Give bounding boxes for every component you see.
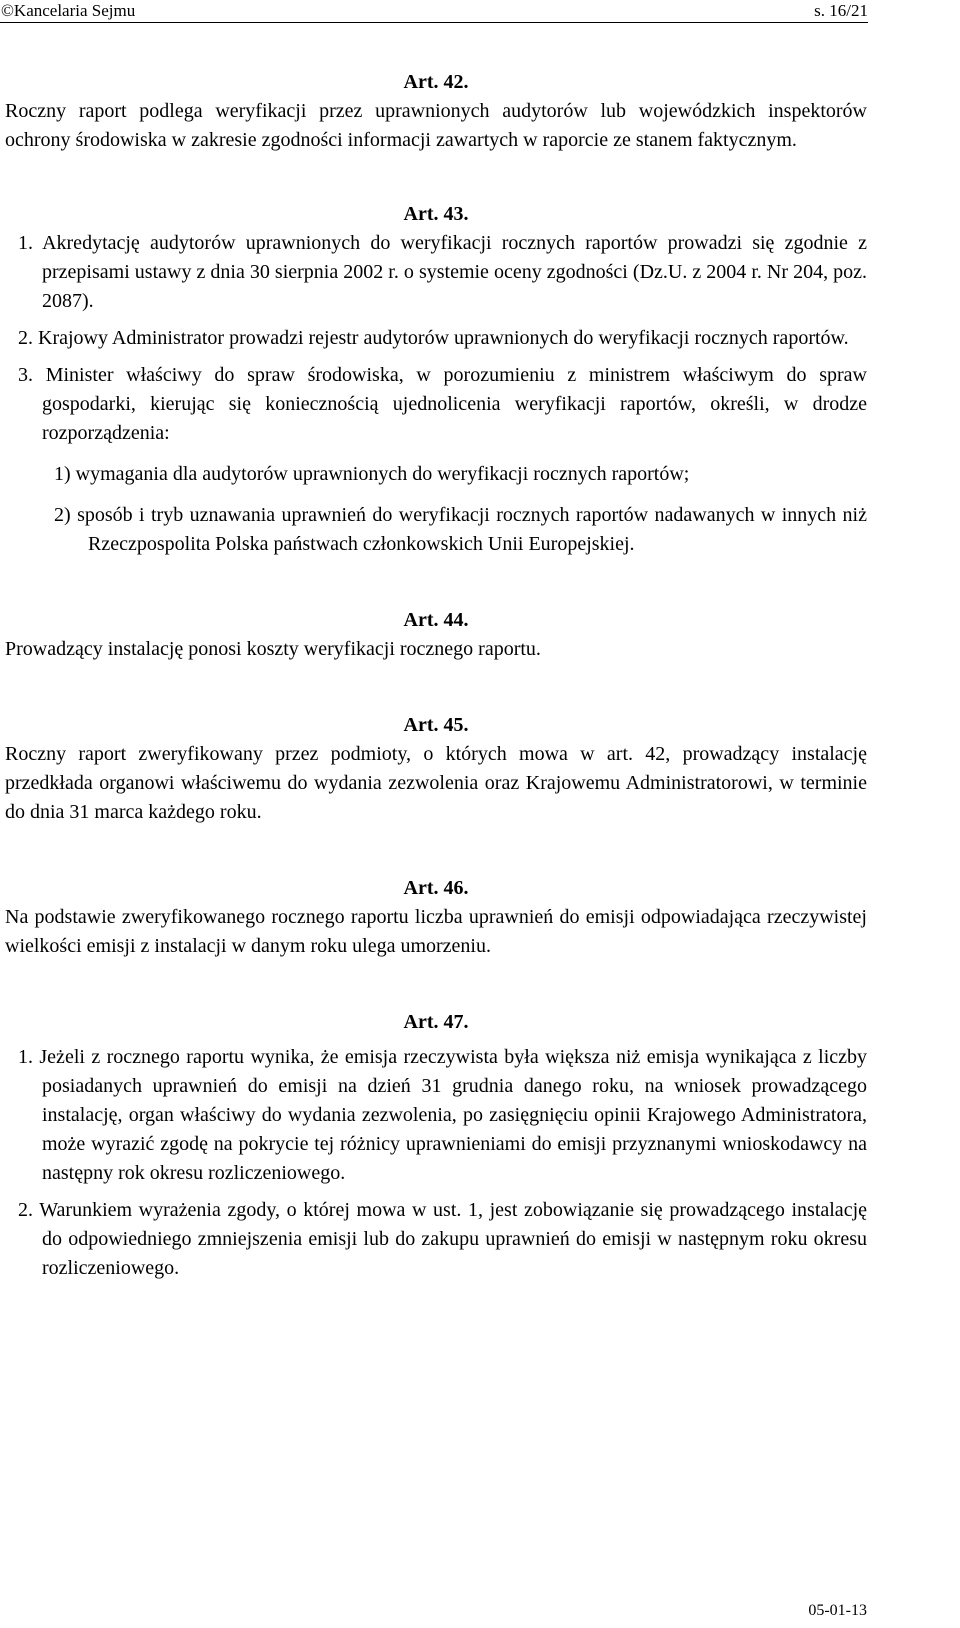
article-item: 2. Warunkiem wyrażenia zgody, o której mowa w ust. 1, jest zobowiązanie się prowadzącego instalację do odpowiedniego zmniejszenia emisji lub do zakupu uprawnień do emisji w następnym roku okresu rozliczeniowego. (18, 1199, 867, 1279)
footer-date: 05-01-13 (808, 1602, 867, 1619)
article-subitem: 1) wymagania dla audytorów uprawnionych do weryfikacji rocznych raportów; (54, 463, 690, 485)
spacer (5, 155, 867, 200)
spacer (5, 961, 867, 1008)
article-title: Art. 43. (403, 203, 469, 225)
header-page-number: s. 16/21 (814, 1, 868, 20)
article-title: Art. 45. (403, 714, 469, 736)
article-paragraph: Na podstawie zweryfikowanego rocznego raportu liczba uprawnień do emisji odpowiadająca rzeczywistej wielkości emisji z instalacji w danym roku ulega umorzeniu. (5, 906, 867, 957)
article-title: Art. 42. (403, 71, 469, 93)
article-46 (5, 874, 867, 961)
article-42 (5, 68, 867, 155)
spacer (5, 448, 867, 460)
article-title: Art. 47. (403, 1011, 469, 1033)
article-item: 1. Jeżeli z rocznego raportu wynika, że emisja rzeczywista była większa niż emisja wynikająca z liczby posiadanych uprawnień do emisji na dzień 31 grudnia danego roku, na wniosek prowadzącego instalację, organ właściwy do wydania zezwolenia, po zasięgnięciu opinii Krajowego Administratora, może wyrazić zgodę na pokrycie tej różnicy uprawnieniami do emisji przyznanymi wnioskodawcy na następny rok okresu rozliczeniowego. (18, 1046, 867, 1184)
header-publisher: ©Kancelaria Sejmu (1, 1, 136, 20)
document-body (5, 68, 867, 1283)
article-43 (5, 200, 867, 559)
article-45 (5, 711, 867, 827)
header-divider (0, 22, 868, 23)
spacer (5, 664, 867, 711)
spacer (5, 827, 867, 874)
spacer (5, 559, 867, 606)
article-paragraph: Prowadzący instalację ponosi koszty weryfikacji rocznego raportu. (5, 638, 541, 660)
article-item: 1. Akredytację audytorów uprawnionych do weryfikacji rocznych raportów prowadzi się zgodnie z przepisami ustawy z dnia 30 sierpnia 2002 r. o systemie oceny zgodności (Dz.U. z 2004 r. Nr 204, poz. 2087). (18, 232, 867, 312)
article-subitem: 2) sposób i tryb uznawania uprawnień do weryfikacji rocznych raportów nadawanych w innych niż Rzeczpospolita Polska państwach członkowskich Unii Europejskiej. (54, 504, 867, 555)
spacer (5, 353, 867, 361)
article-47 (5, 1008, 867, 1283)
page-header (0, 0, 868, 28)
article-title: Art. 44. (403, 609, 469, 631)
article-44 (5, 606, 867, 664)
article-title: Art. 46. (403, 877, 469, 899)
article-item: 3. Minister właściwy do spraw środowiska, w porozumieniu z ministrem właściwym do spraw gospodarki, kierując się koniecznością ujednolicenia weryfikacji raportów, określi, w drodze rozporządzenia: (18, 364, 867, 444)
article-paragraph: Roczny raport podlega weryfikacji przez uprawnionych audytorów lub wojewódzkich inspektorów ochrony środowiska w zakresie zgodności informacji zawartych w raporcie ze stanem faktycznym. (5, 100, 867, 151)
spacer (5, 489, 867, 501)
spacer (5, 316, 867, 324)
article-paragraph: Roczny raport zweryfikowany przez podmioty, o których mowa w art. 42, prowadzący instalację przedkłada organowi właściwemu do wydania zezwolenia oraz Krajowemu Administratorowi, w terminie do dnia 31 marca każdego roku. (5, 743, 867, 823)
article-item: 2. Krajowy Administrator prowadzi rejestr audytorów uprawnionych do weryfikacji rocznych raportów. (18, 327, 849, 349)
spacer (5, 1188, 867, 1196)
